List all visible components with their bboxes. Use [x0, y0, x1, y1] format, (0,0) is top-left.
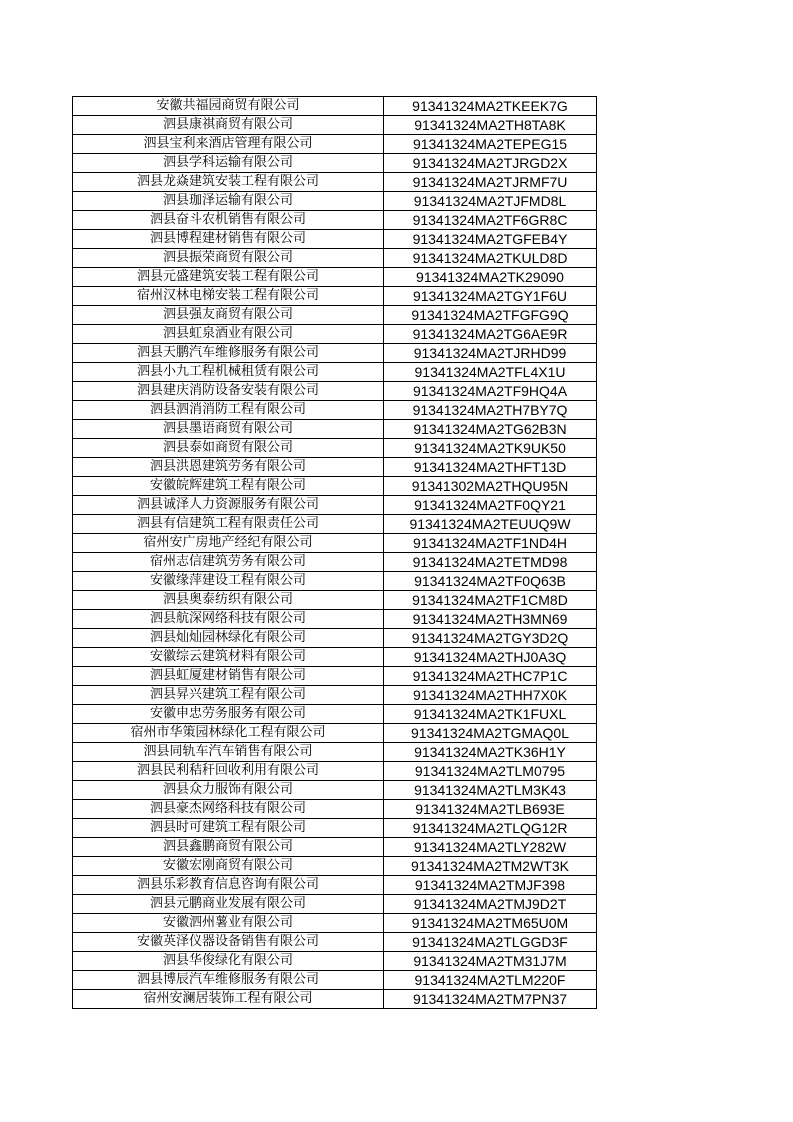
company-name-cell: 泗县建庆消防设备安装有限公司 — [73, 382, 384, 401]
table-row — [73, 173, 597, 192]
table-row — [73, 990, 597, 1009]
company-name-cell: 泗县民利秸秆回收利用有限公司 — [73, 762, 384, 781]
company-table — [72, 96, 597, 1009]
company-name-cell: 泗县鑫鹏商贸有限公司 — [73, 838, 384, 857]
table-row — [73, 553, 597, 572]
table-row — [73, 211, 597, 230]
credit-code-cell: 91341324MA2TF9HQ4A — [384, 382, 597, 401]
credit-code-cell: 91341324MA2TMJ9D2T — [384, 895, 597, 914]
company-name-cell: 安徽宏刚商贸有限公司 — [73, 857, 384, 876]
table-row — [73, 800, 597, 819]
company-name-cell: 泗县强友商贸有限公司 — [73, 306, 384, 325]
company-name-cell: 宿州志信建筑劳务有限公司 — [73, 553, 384, 572]
credit-code-cell: 91341324MA2TH7BY7Q — [384, 401, 597, 420]
credit-code-cell: 91341324MA2TM2WT3K — [384, 857, 597, 876]
credit-code-cell: 91341324MA2THH7X0K — [384, 686, 597, 705]
credit-code-cell: 91341324MA2TLM0795 — [384, 762, 597, 781]
credit-code-cell: 91341324MA2TH3MN69 — [384, 610, 597, 629]
table-row — [73, 781, 597, 800]
company-name-cell: 泗县航深网络科技有限公司 — [73, 610, 384, 629]
credit-code-cell: 91341324MA2TM31J7M — [384, 952, 597, 971]
table-row — [73, 287, 597, 306]
table-row — [73, 496, 597, 515]
company-name-cell: 泗县虹厦建材销售有限公司 — [73, 667, 384, 686]
credit-code-cell: 91341324MA2TK1FUXL — [384, 705, 597, 724]
credit-code-cell: 91341324MA2TK29090 — [384, 268, 597, 287]
credit-code-cell: 91341324MA2TKEEK7G — [384, 97, 597, 116]
company-name-cell: 泗县学科运输有限公司 — [73, 154, 384, 173]
credit-code-cell: 91341324MA2TEUUQ9W — [384, 515, 597, 534]
company-name-cell: 泗县元盛建筑安装工程有限公司 — [73, 268, 384, 287]
table-row — [73, 629, 597, 648]
company-name-cell: 泗县博程建材销售有限公司 — [73, 230, 384, 249]
table-row — [73, 401, 597, 420]
table-row — [73, 572, 597, 591]
credit-code-cell: 91341324MA2TF1ND4H — [384, 534, 597, 553]
credit-code-cell: 91341324MA2TJRHD99 — [384, 344, 597, 363]
company-name-cell: 泗县昇兴建筑工程有限公司 — [73, 686, 384, 705]
table-row — [73, 420, 597, 439]
company-name-cell: 泗县诚泽人力资源服务有限公司 — [73, 496, 384, 515]
credit-code-cell: 91341324MA2TMJF398 — [384, 876, 597, 895]
company-name-cell: 泗县龙焱建筑安装工程有限公司 — [73, 173, 384, 192]
credit-code-cell: 91341324MA2TG62B3N — [384, 420, 597, 439]
company-name-cell: 宿州汉林电梯安装工程有限公司 — [73, 287, 384, 306]
credit-code-cell: 91341324MA2TFGFG9Q — [384, 306, 597, 325]
table-row — [73, 895, 597, 914]
table-row — [73, 382, 597, 401]
company-name-cell: 泗县豪杰网络科技有限公司 — [73, 800, 384, 819]
table-row — [73, 933, 597, 952]
credit-code-cell: 91341324MA2TLM220F — [384, 971, 597, 990]
credit-code-cell: 91341324MA2TK9UK50 — [384, 439, 597, 458]
company-name-cell: 泗县珈泽运输有限公司 — [73, 192, 384, 211]
credit-code-cell: 91341324MA2TETMD98 — [384, 553, 597, 572]
table-row — [73, 743, 597, 762]
credit-code-cell: 91341324MA2THJ0A3Q — [384, 648, 597, 667]
company-name-cell: 泗县泰如商贸有限公司 — [73, 439, 384, 458]
credit-code-cell: 91341324MA2TG6AE9R — [384, 325, 597, 344]
credit-code-cell: 91341324MA2TLB693E — [384, 800, 597, 819]
table-row — [73, 838, 597, 857]
credit-code-cell: 91341324MA2TF6GR8C — [384, 211, 597, 230]
table-row — [73, 610, 597, 629]
credit-code-cell: 91341324MA2TM65U0M — [384, 914, 597, 933]
table-row — [73, 686, 597, 705]
table-row — [73, 97, 597, 116]
table-row — [73, 648, 597, 667]
table-row — [73, 667, 597, 686]
credit-code-cell: 91341324MA2TGY3D2Q — [384, 629, 597, 648]
company-name-cell: 泗县乐彩教育信息咨询有限公司 — [73, 876, 384, 895]
credit-code-cell: 91341324MA2TGMAQ0L — [384, 724, 597, 743]
company-name-cell: 泗县康祺商贸有限公司 — [73, 116, 384, 135]
company-name-cell: 泗县奥泰纺织有限公司 — [73, 591, 384, 610]
credit-code-cell: 91341324MA2TLY282W — [384, 838, 597, 857]
table-row — [73, 192, 597, 211]
table-row — [73, 952, 597, 971]
table-row — [73, 306, 597, 325]
company-name-cell: 泗县华俊绿化有限公司 — [73, 952, 384, 971]
credit-code-cell: 91341324MA2TFL4X1U — [384, 363, 597, 382]
company-name-cell: 泗县时可建筑工程有限公司 — [73, 819, 384, 838]
company-name-cell: 泗县灿灿园林绿化有限公司 — [73, 629, 384, 648]
table-row — [73, 591, 597, 610]
company-name-cell: 宿州安广房地产经纪有限公司 — [73, 534, 384, 553]
company-name-cell: 泗县泗消消防工程有限公司 — [73, 401, 384, 420]
company-name-cell: 泗县元鹏商业发展有限公司 — [73, 895, 384, 914]
table-row — [73, 439, 597, 458]
table-row — [73, 344, 597, 363]
table-row — [73, 724, 597, 743]
table-row — [73, 268, 597, 287]
company-name-cell: 宿州安澜居装饰工程有限公司 — [73, 990, 384, 1009]
credit-code-cell: 91341324MA2THC7P1C — [384, 667, 597, 686]
credit-code-cell: 91341324MA2TF1CM8D — [384, 591, 597, 610]
credit-code-cell: 91341324MA2TJRGD2X — [384, 154, 597, 173]
credit-code-cell: 91341324MA2TJRMF7U — [384, 173, 597, 192]
table-row — [73, 534, 597, 553]
table-row — [73, 857, 597, 876]
table-row — [73, 249, 597, 268]
table-row — [73, 762, 597, 781]
credit-code-cell: 91341324MA2TLQG12R — [384, 819, 597, 838]
company-name-cell: 安徽申忠劳务服务有限公司 — [73, 705, 384, 724]
company-name-cell: 宿州市华策园林绿化工程有限公司 — [73, 724, 384, 743]
company-name-cell: 泗县有信建筑工程有限责任公司 — [73, 515, 384, 534]
table-row — [73, 914, 597, 933]
table-row — [73, 458, 597, 477]
company-name-cell: 泗县天鹏汽车维修服务有限公司 — [73, 344, 384, 363]
credit-code-cell: 91341324MA2TLM3K43 — [384, 781, 597, 800]
credit-code-cell: 91341324MA2TKULD8D — [384, 249, 597, 268]
table-row — [73, 705, 597, 724]
table-row — [73, 325, 597, 344]
table-row — [73, 363, 597, 382]
credit-code-cell: 91341324MA2TK36H1Y — [384, 743, 597, 762]
credit-code-cell: 91341324MA2TJFMD8L — [384, 192, 597, 211]
credit-code-cell: 91341324MA2TH8TA8K — [384, 116, 597, 135]
credit-code-cell: 91341324MA2THFT13D — [384, 458, 597, 477]
table-row — [73, 971, 597, 990]
credit-code-cell: 91341324MA2TGY1F6U — [384, 287, 597, 306]
table-row — [73, 515, 597, 534]
company-name-cell: 泗县虹泉酒业有限公司 — [73, 325, 384, 344]
company-name-cell: 安徽共福园商贸有限公司 — [73, 97, 384, 116]
company-name-cell: 安徽缘萍建设工程有限公司 — [73, 572, 384, 591]
credit-code-cell: 91341324MA2TEPEG15 — [384, 135, 597, 154]
company-name-cell: 泗县同轨车汽车销售有限公司 — [73, 743, 384, 762]
company-name-cell: 安徽泗州薯业有限公司 — [73, 914, 384, 933]
table-row — [73, 876, 597, 895]
company-name-cell: 泗县众力服饰有限公司 — [73, 781, 384, 800]
company-name-cell: 泗县宝利来酒店管理有限公司 — [73, 135, 384, 154]
table-row — [73, 477, 597, 496]
credit-code-cell: 91341324MA2TM7PN37 — [384, 990, 597, 1009]
credit-code-cell: 91341324MA2TF0Q63B — [384, 572, 597, 591]
credit-code-cell: 91341324MA2TF0QY21 — [384, 496, 597, 515]
company-name-cell: 泗县墨语商贸有限公司 — [73, 420, 384, 439]
table-row — [73, 116, 597, 135]
company-name-cell: 泗县小九工程机械租赁有限公司 — [73, 363, 384, 382]
table-row — [73, 819, 597, 838]
table-row — [73, 154, 597, 173]
company-name-cell: 安徽综云建筑材料有限公司 — [73, 648, 384, 667]
company-name-cell: 泗县博辰汽车维修服务有限公司 — [73, 971, 384, 990]
company-name-cell: 泗县振荣商贸有限公司 — [73, 249, 384, 268]
credit-code-cell: 91341324MA2TLGGD3F — [384, 933, 597, 952]
company-name-cell: 安徽英泽仪器设备销售有限公司 — [73, 933, 384, 952]
company-table-body — [73, 97, 597, 1009]
company-name-cell: 泗县洪恩建筑劳务有限公司 — [73, 458, 384, 477]
credit-code-cell: 91341324MA2TGFEB4Y — [384, 230, 597, 249]
table-row — [73, 230, 597, 249]
company-name-cell: 安徽皖辉建筑工程有限公司 — [73, 477, 384, 496]
credit-code-cell: 91341302MA2THQU95N — [384, 477, 597, 496]
table-row — [73, 135, 597, 154]
company-name-cell: 泗县奋斗农机销售有限公司 — [73, 211, 384, 230]
